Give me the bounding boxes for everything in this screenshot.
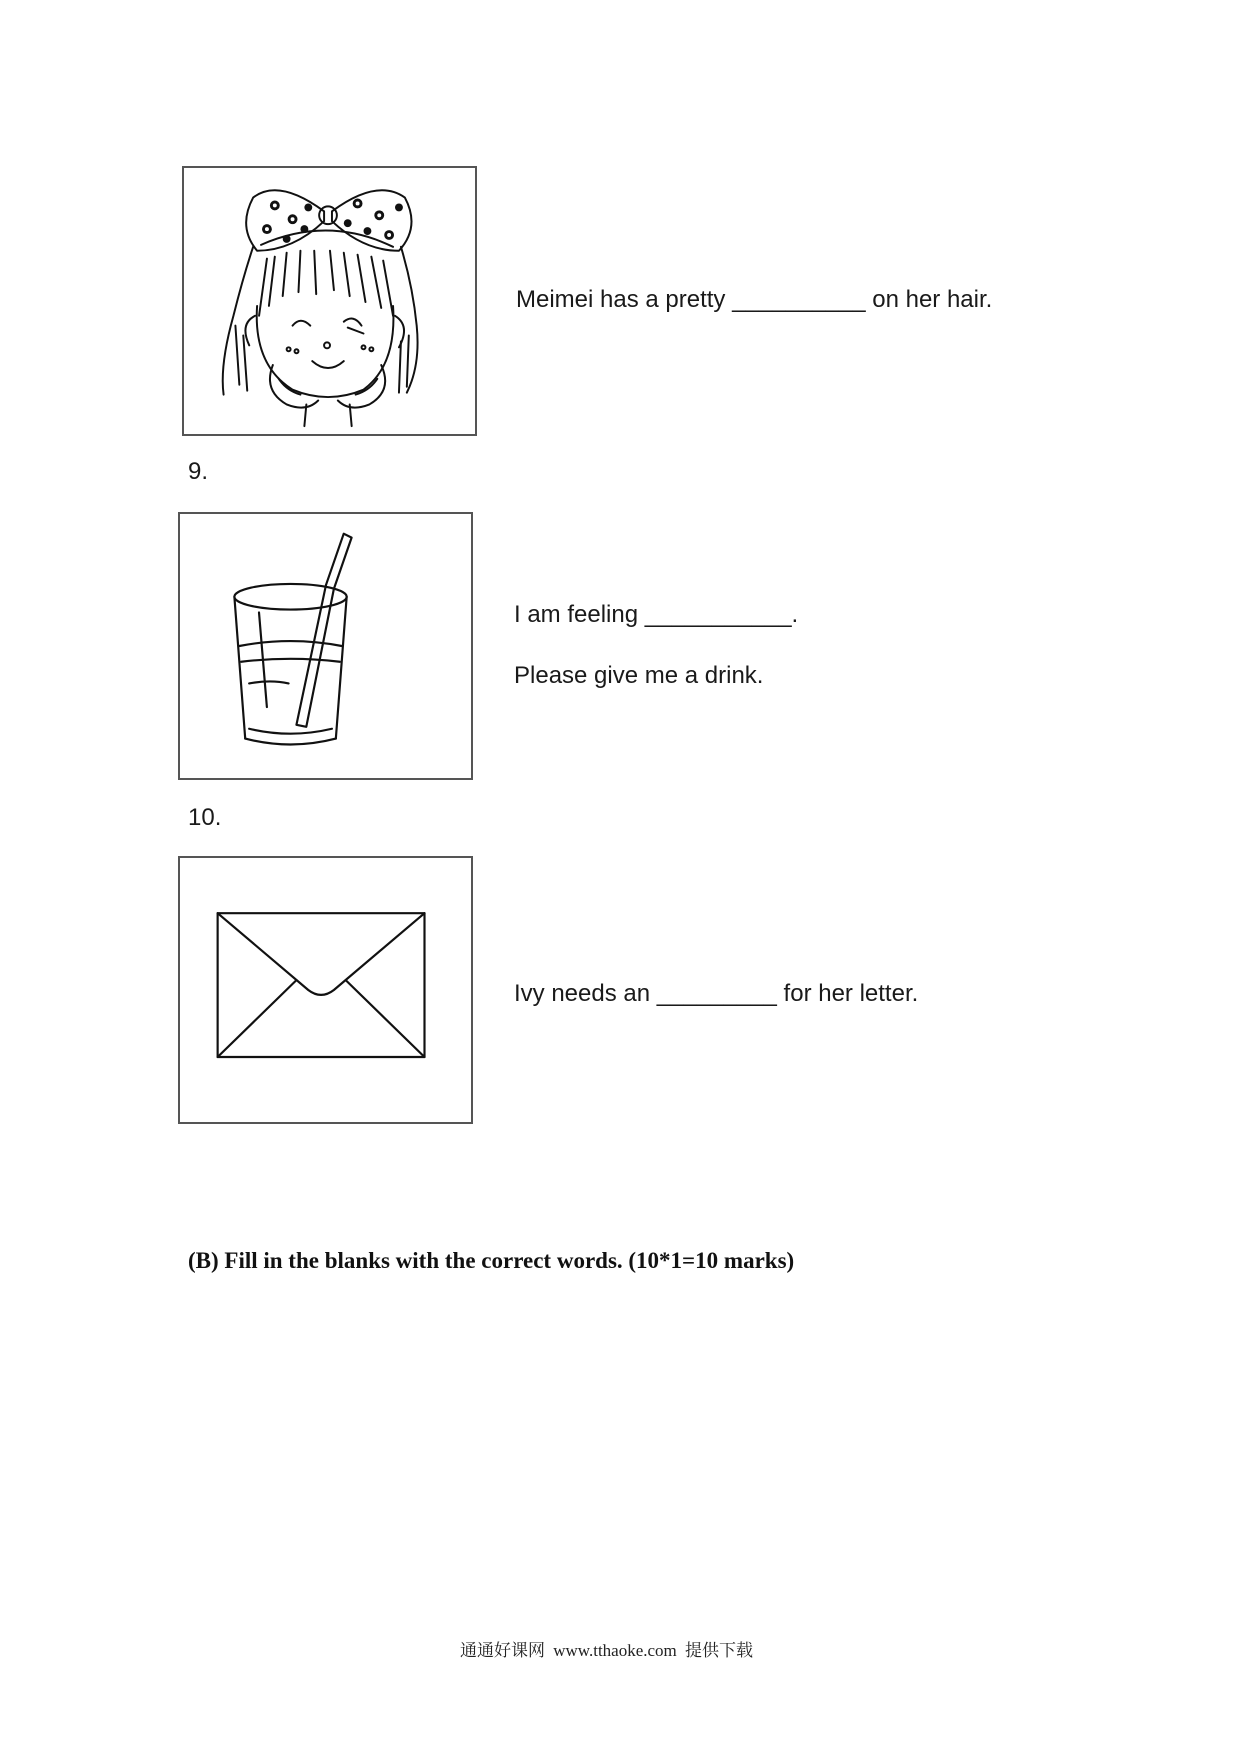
question-9-picture <box>178 512 473 780</box>
question-10-number: 10. <box>188 804 222 831</box>
question-8-sentence: Meimei has a pretty __________ on her hair. <box>516 286 993 313</box>
footer-watermark: 通通好课网 www.tthaoke.com 提供下载 <box>460 1641 754 1660</box>
envelope-icon <box>180 858 471 1122</box>
girl-with-bow-icon <box>184 168 475 434</box>
section-b-heading: (B) Fill in the blanks with the correct words. (10*1=10 marks) <box>188 1248 795 1273</box>
question-9-sentence: I am feeling ___________. <box>514 601 799 628</box>
question-9-number: 9. <box>188 458 209 485</box>
question-9-extra: Please give me a drink. <box>514 662 764 689</box>
question-10-picture <box>178 856 473 1124</box>
question-10-sentence: Ivy needs an _________ for her letter. <box>514 980 919 1007</box>
glass-with-straw-icon <box>180 514 471 778</box>
question-8-picture <box>182 166 477 436</box>
